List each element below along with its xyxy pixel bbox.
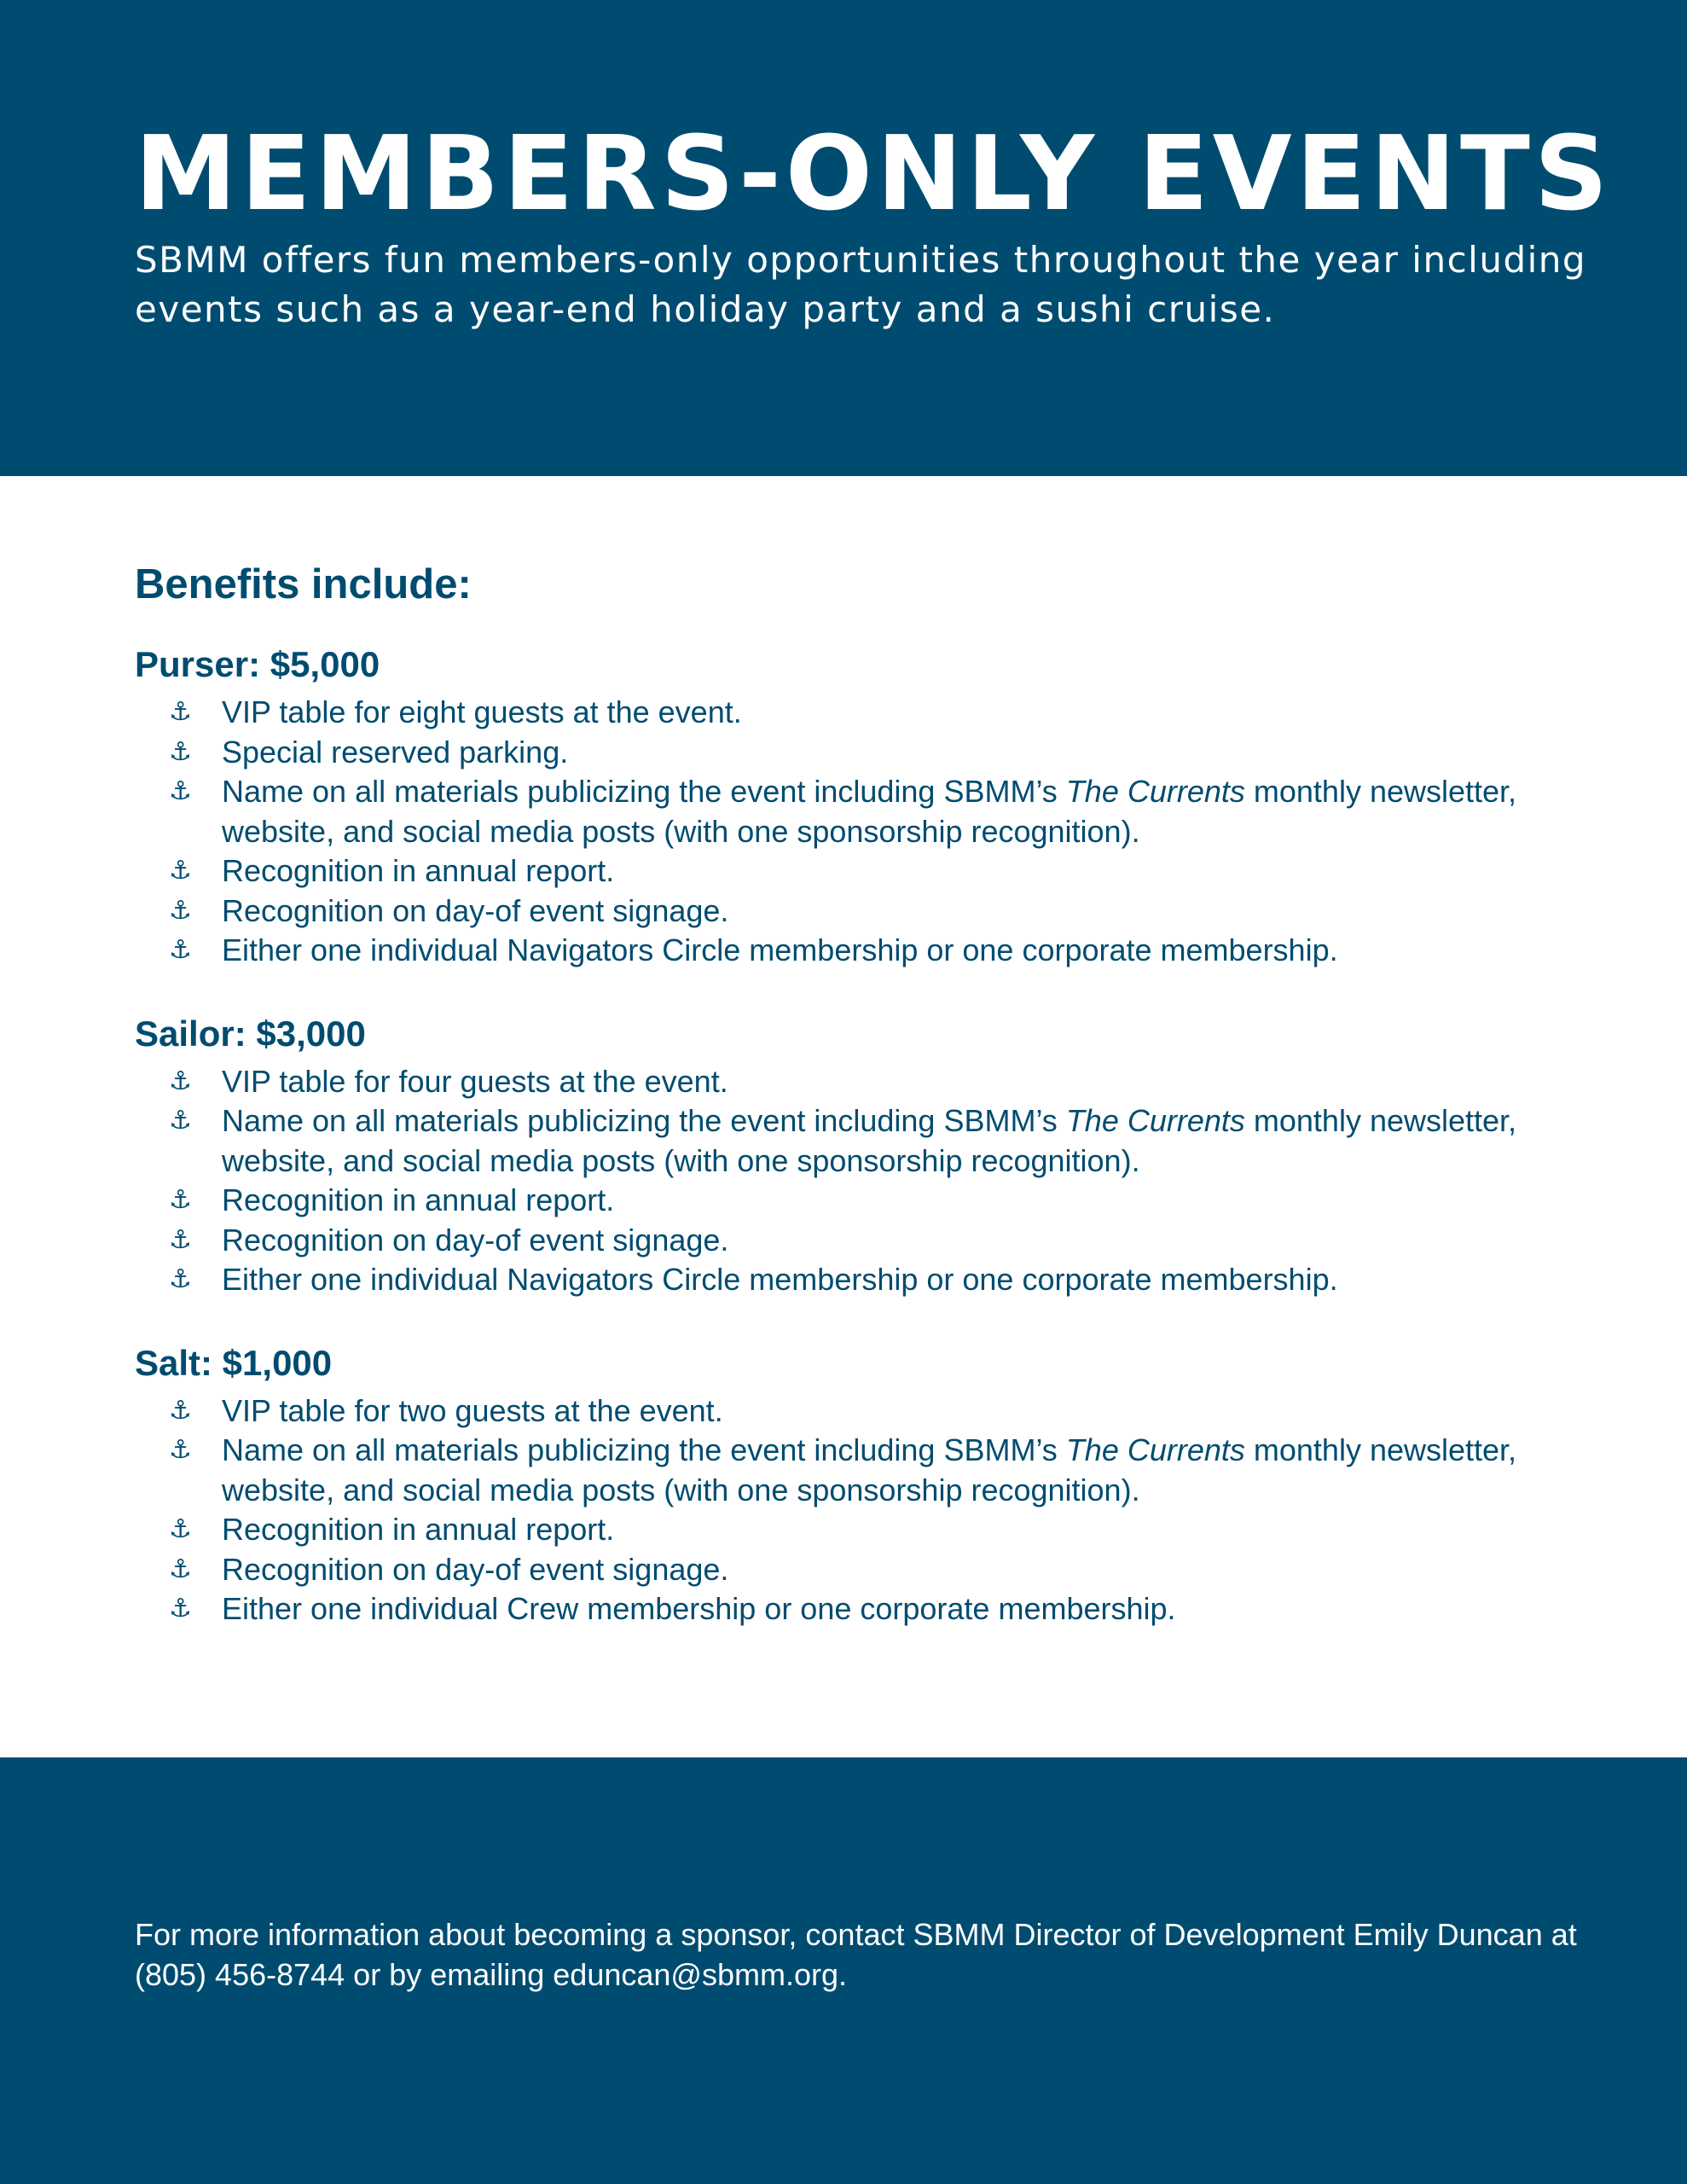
benefit-text: Recognition in annual report. xyxy=(222,853,615,888)
anchor-icon: ⚓ xyxy=(169,736,192,767)
anchor-icon: ⚓ xyxy=(169,1185,192,1215)
tier-title: Sailor: $3,000 xyxy=(135,1013,366,1054)
benefit-text: monthly newsletter, website, and social media posts (with one sponsorship recognition). xyxy=(222,774,1517,849)
contact-info: For more information about becoming a sponsor, contact SBMM Director of Development Emily Duncan at (805) 456-8744 or by emailing eduncan@sbmm.org. xyxy=(135,1917,1577,1992)
anchor-icon: ⚓ xyxy=(169,856,192,886)
tier-list xyxy=(135,642,1602,1629)
benefit-item xyxy=(135,1431,1602,1510)
benefit-item xyxy=(135,1550,1602,1590)
benefit-text: VIP table for two guests at the event. xyxy=(222,1392,723,1428)
benefit-text: Either one individual Navigators Circle membership or one corporate membership. xyxy=(222,1262,1338,1297)
newsletter-title: The Currents xyxy=(1065,1103,1245,1138)
benefit-item xyxy=(135,1260,1602,1300)
anchor-icon: ⚓ xyxy=(169,1066,192,1096)
benefit-item xyxy=(135,1391,1602,1432)
benefit-text: Name on all materials publicizing the event including SBMM’s xyxy=(222,1432,1066,1467)
anchor-icon: ⚓ xyxy=(169,1554,192,1584)
tier-section xyxy=(135,1012,1602,1300)
benefit-list xyxy=(135,1062,1602,1300)
benefit-text: VIP table for eight guests at the event. xyxy=(222,694,742,729)
tier-title: Purser: $5,000 xyxy=(135,644,380,684)
benefit-item xyxy=(135,693,1602,733)
benefit-list xyxy=(135,1391,1602,1629)
anchor-icon: ⚓ xyxy=(169,1514,192,1544)
benefit-text: Name on all materials publicizing the event including SBMM’s xyxy=(222,774,1066,809)
anchor-icon: ⚓ xyxy=(169,697,192,727)
benefit-list xyxy=(135,693,1602,971)
anchor-icon: ⚓ xyxy=(169,1264,192,1294)
benefit-item xyxy=(135,1589,1602,1629)
footer-banner xyxy=(0,1757,1687,2184)
benefit-text: Recognition in annual report. xyxy=(222,1512,615,1547)
benefit-item xyxy=(135,1181,1602,1221)
anchor-icon: ⚓ xyxy=(169,1106,192,1136)
benefit-item xyxy=(135,1221,1602,1261)
newsletter-title: The Currents xyxy=(1065,774,1245,809)
benefit-item xyxy=(135,892,1602,932)
benefit-text: Recognition on day-of event signage. xyxy=(222,1551,729,1587)
benefit-item xyxy=(135,1062,1602,1102)
benefit-item xyxy=(135,772,1602,851)
benefit-text: monthly newsletter, website, and social media posts (with one sponsorship recognition). xyxy=(222,1432,1517,1507)
intro-text: SBMM offers fun members-only opportunities throughout the year including events such as a year-end holiday party and a sushi cruise. xyxy=(135,239,1587,330)
benefit-item xyxy=(135,851,1602,892)
anchor-icon: ⚓ xyxy=(169,895,192,926)
benefits-heading: Benefits include: xyxy=(135,561,472,607)
benefit-text: monthly newsletter, website, and social media posts (with one sponsorship recognition). xyxy=(222,1103,1517,1178)
benefit-item xyxy=(135,1510,1602,1550)
benefit-text: Either one individual Crew membership or one corporate membership. xyxy=(222,1591,1176,1626)
benefit-text: Special reserved parking. xyxy=(222,734,569,770)
benefit-text: VIP table for four guests at the event. xyxy=(222,1063,728,1099)
benefits-section xyxy=(135,559,1602,1629)
tier-title: Salt: $1,000 xyxy=(135,1342,333,1383)
anchor-icon: ⚓ xyxy=(169,935,192,965)
anchor-icon: ⚓ xyxy=(169,1435,192,1465)
benefit-item xyxy=(135,931,1602,971)
anchor-icon: ⚓ xyxy=(169,1395,192,1426)
anchor-icon: ⚓ xyxy=(169,776,192,806)
header-banner xyxy=(0,0,1687,476)
tier-section xyxy=(135,1341,1602,1629)
anchor-icon: ⚓ xyxy=(169,1224,192,1255)
benefit-text: Name on all materials publicizing the event including SBMM’s xyxy=(222,1103,1066,1138)
tier-section xyxy=(135,642,1602,971)
page-title: MEMBERS-ONLY EVENTS xyxy=(135,115,1613,234)
benefit-text: Recognition in annual report. xyxy=(222,1182,615,1217)
benefit-text: Recognition on day-of event signage. xyxy=(222,892,729,928)
benefit-item xyxy=(135,1101,1602,1181)
benefit-text: Either one individual Navigators Circle membership or one corporate membership. xyxy=(222,932,1338,967)
benefit-text: Recognition on day-of event signage. xyxy=(222,1222,729,1258)
benefit-item xyxy=(135,733,1602,773)
newsletter-title: The Currents xyxy=(1065,1432,1245,1467)
anchor-icon: ⚓ xyxy=(169,1594,192,1623)
